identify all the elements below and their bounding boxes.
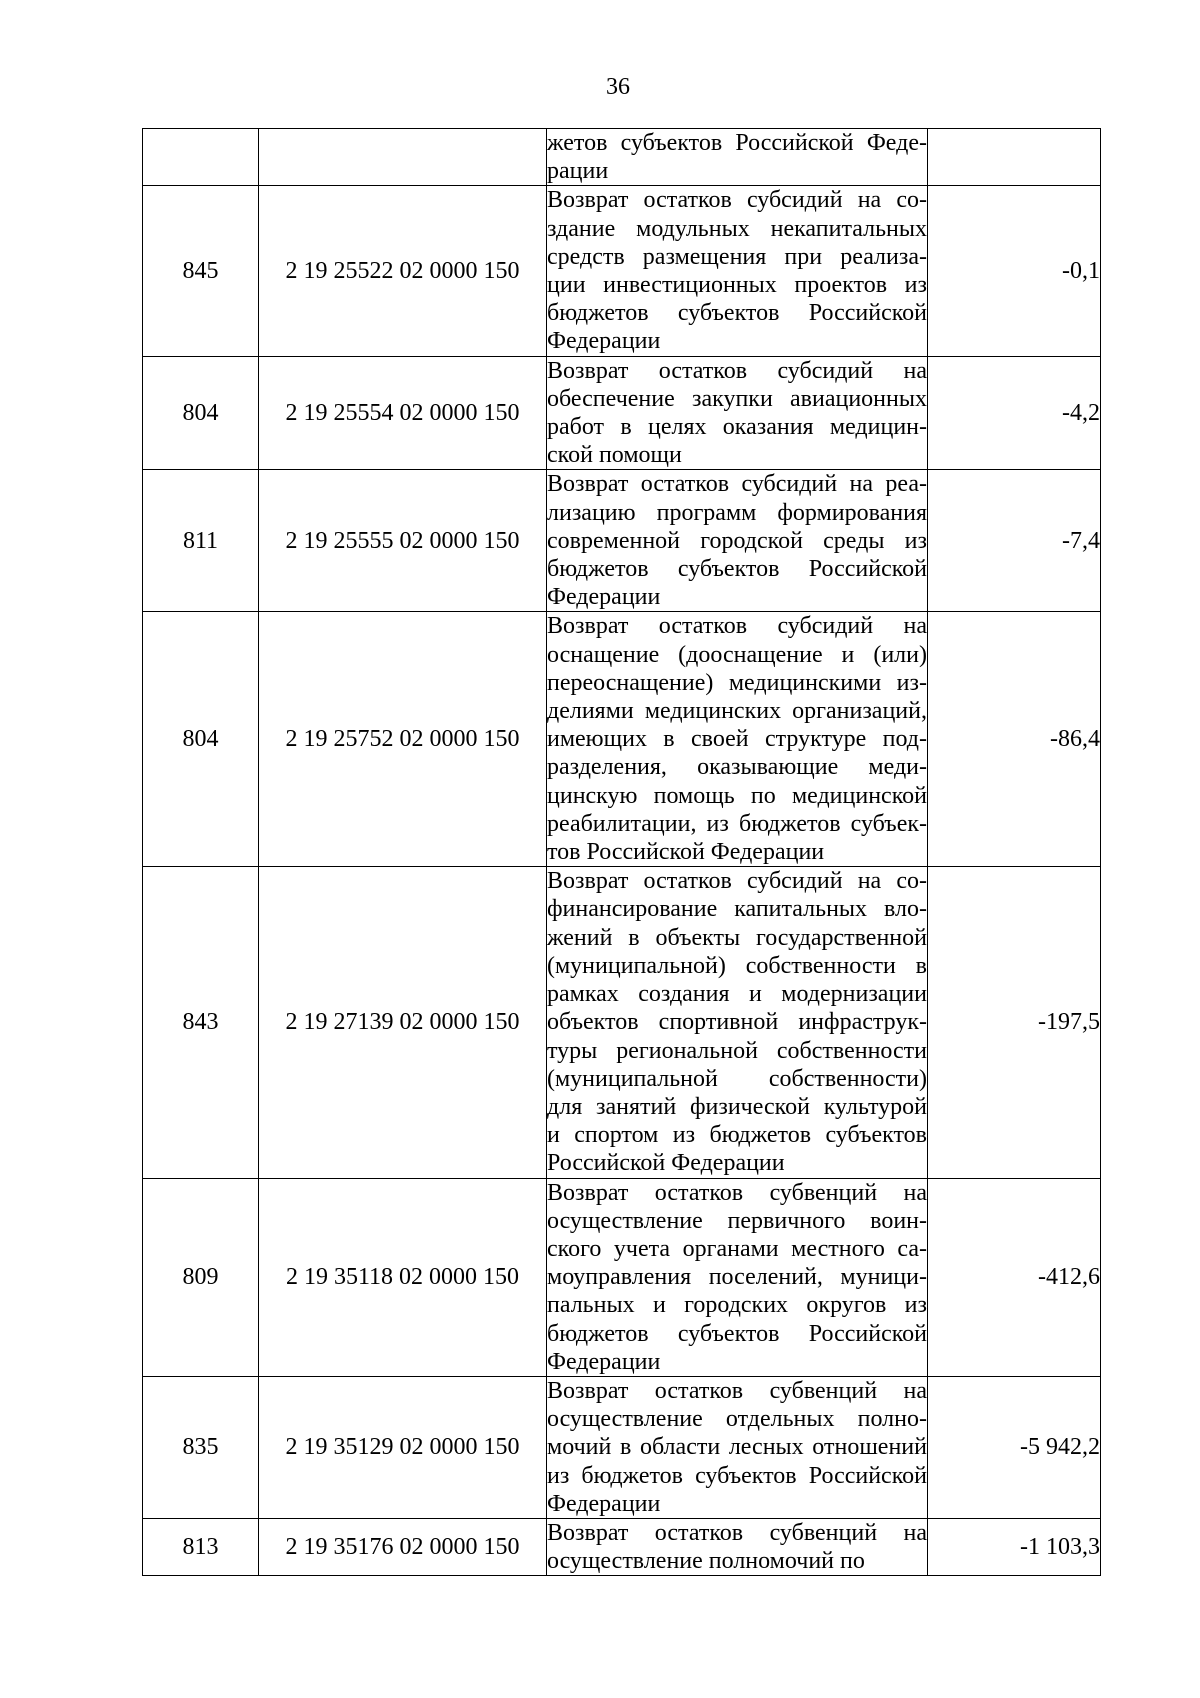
budget-classification-code-cell: 2 19 35176 02 0000 150 [259,1518,547,1575]
budget-classification-code-cell [259,129,547,186]
income-name-line: для занятий физической культурой [547,1093,927,1120]
table-row [143,1376,1101,1518]
page-number: 36 [606,74,630,100]
income-name-line: лизацию программ формирования [547,499,927,526]
income-name-line: Возврат остатков субсидий на [547,357,927,384]
income-name-line: Российской Федерации [547,1150,785,1177]
budget-classification-code-cell: 2 19 35129 02 0000 150 [259,1376,547,1518]
income-name-cell [547,129,928,186]
income-name-line: и спортом из бюджетов субъектов [547,1122,927,1149]
income-name-line: современной городской среды из [547,527,927,554]
income-name-line: рамках создания и модернизации [547,981,927,1008]
income-name-line: Федерации [547,1348,661,1375]
budget-classification-code-cell: 2 19 25752 02 0000 150 [259,612,547,867]
budget-classification-code-cell: 2 19 25554 02 0000 150 [259,356,547,470]
income-name-cell [547,470,928,612]
income-name-line: осуществление отдельных полно- [547,1406,927,1433]
income-name-line: бюджетов субъектов Российской [547,300,927,327]
income-name-cell [547,1376,928,1518]
income-name-cell [547,186,928,356]
income-name-line: из бюджетов субъектов Российской [547,1462,927,1489]
admin-code-cell: 813 [143,1518,259,1575]
income-name-line: жетов субъектов Российской Феде- [547,130,927,156]
amount-cell: -5 942,2 [928,1376,1101,1518]
admin-code-cell: 835 [143,1376,259,1518]
income-name-line: осуществление полномочий по [547,1548,865,1575]
budget-table [142,128,1101,1576]
income-name-line: оснащение (дооснащение и (или) [547,641,927,668]
admin-code-cell: 804 [143,356,259,470]
amount-cell: -0,1 [928,186,1101,356]
table-row [143,1518,1101,1575]
income-name-cell [547,612,928,867]
income-name-line: обеспечение закупки авиационных [547,385,927,412]
income-name-line: Федерации [547,1490,661,1517]
amount-cell: -197,5 [928,867,1101,1178]
income-name-line: Возврат остатков субвенций на [547,1377,927,1404]
income-name-line: моуправления поселений, муници- [547,1264,927,1291]
admin-code-cell: 845 [143,186,259,356]
income-name-line: пальных и городских округов из [547,1292,927,1319]
income-name-line: бюджетов субъектов Российской [547,556,927,583]
income-name-cell [547,1178,928,1376]
admin-code-cell: 811 [143,470,259,612]
income-name-line: финансирование капитальных вло- [547,896,927,923]
income-name-line: реабилитации, из бюджетов субъек- [547,810,927,837]
admin-code-cell: 804 [143,612,259,867]
income-name-line: мочий в области лесных отношений [547,1434,927,1461]
budget-classification-code-cell: 2 19 35118 02 0000 150 [259,1178,547,1376]
income-name-cell [547,356,928,470]
income-name-line: рации [547,158,609,185]
table-row [143,129,1101,186]
table-body [143,129,1101,1576]
admin-code-cell [143,129,259,186]
table-row [143,612,1101,867]
income-name-line: делиями медицинских организаций, [547,698,927,725]
income-name-line: Возврат остатков субвенций на [547,1179,927,1206]
table-row [143,470,1101,612]
income-name-line: здание модульных некапитальных [547,215,927,242]
income-name-cell [547,1518,928,1575]
admin-code-cell: 809 [143,1178,259,1376]
table-row [143,186,1101,356]
income-name-line: средств размещения при реализа- [547,243,927,270]
budget-classification-code-cell: 2 19 25555 02 0000 150 [259,470,547,612]
income-name-line: объектов спортивной инфраструк- [547,1009,927,1036]
amount-cell: -412,6 [928,1178,1101,1376]
income-name-line: жений в объекты государственной [547,924,927,951]
income-name-line: Федерации [547,584,661,611]
income-name-line: Возврат остатков субсидий на реа- [547,471,927,498]
income-name-line: переоснащение) медицинскими из- [547,669,927,696]
income-name-line: Возврат остатков субвенций на [547,1519,927,1546]
budget-classification-code-cell: 2 19 25522 02 0000 150 [259,186,547,356]
income-name-line: ской помощи [547,442,682,469]
income-name-cell [547,867,928,1178]
income-name-line: Возврат остатков субсидий на со- [547,187,927,214]
table-row [143,356,1101,470]
amount-cell [928,129,1101,186]
income-name-line: разделения, оказывающие меди- [547,754,927,781]
admin-code-cell: 843 [143,867,259,1178]
amount-cell: -86,4 [928,612,1101,867]
income-name-line: туры региональной собственности [547,1037,927,1064]
income-name-line: бюджетов субъектов Российской [547,1320,927,1347]
income-name-line: цинскую помощь по медицинской [547,782,927,809]
income-name-line: имеющих в своей структуре под- [547,726,927,753]
amount-cell: -7,4 [928,470,1101,612]
table-row [143,1178,1101,1376]
table-row [143,867,1101,1178]
income-name-line: ского учета органами местного са- [547,1235,927,1262]
income-name-line: ции инвестиционных проектов из [547,272,927,299]
amount-cell: -1 103,3 [928,1518,1101,1575]
income-name-line: осуществление первичного воин- [547,1207,927,1234]
income-name-line: (муниципальной собственности) [547,1065,927,1092]
amount-cell: -4,2 [928,356,1101,470]
income-name-line: тов Российской Федерации [547,839,825,866]
income-name-line: (муниципальной) собственности в [547,952,927,979]
income-name-line: Возврат остатков субсидий на [547,613,927,640]
budget-classification-code-cell: 2 19 27139 02 0000 150 [259,867,547,1178]
income-name-line: работ в целях оказания медицин- [547,414,927,441]
income-name-line: Федерации [547,328,661,355]
income-name-line: Возврат остатков субсидий на со- [547,868,927,895]
